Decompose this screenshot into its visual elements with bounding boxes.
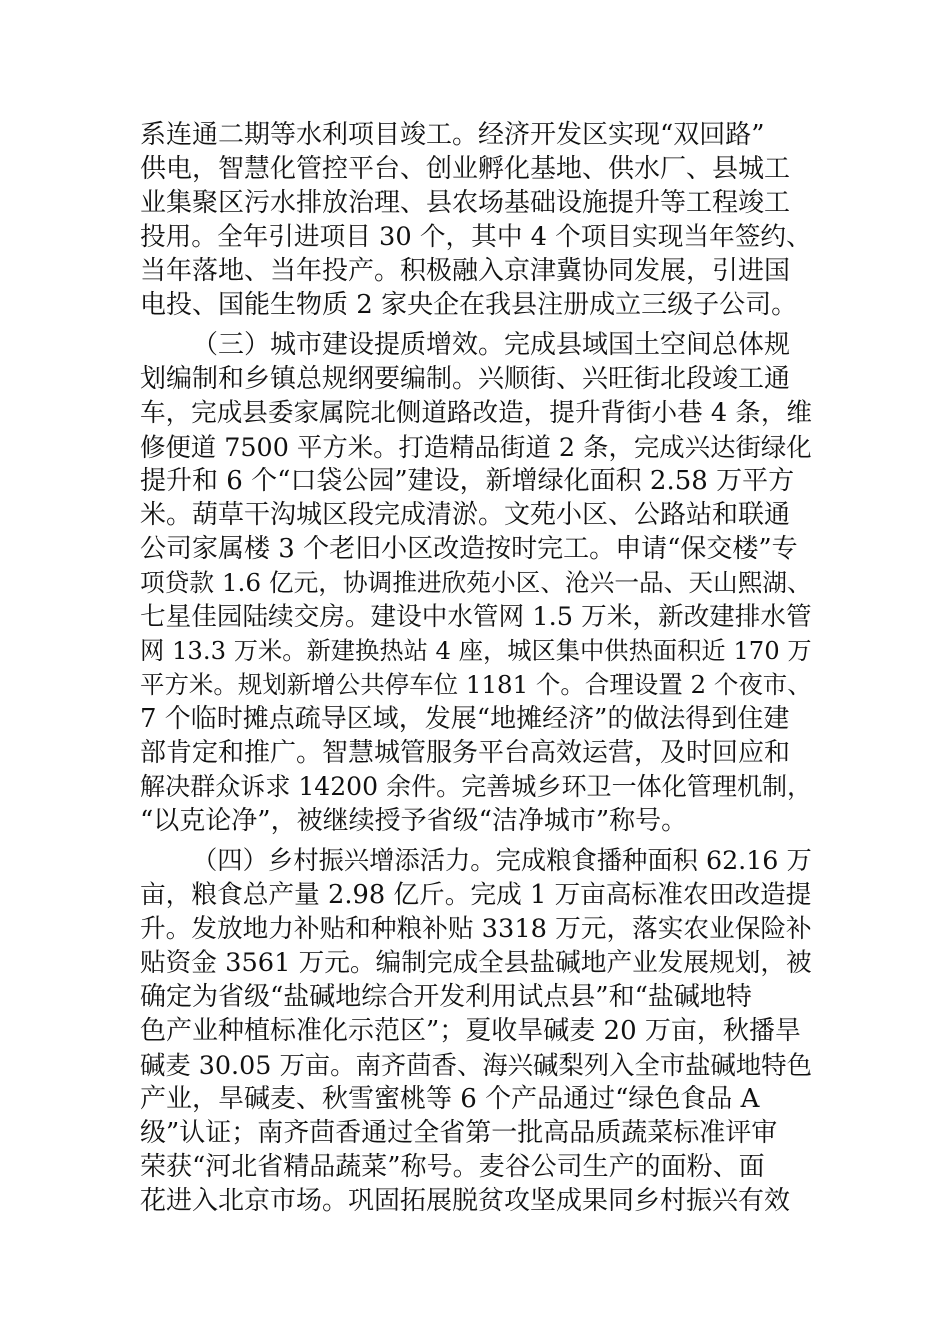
text-line: “以克论净”，被继续授予省级“洁净城市”称号。 — [140, 806, 688, 836]
text-line: 提升和 6 个“口袋公园”建设，新增绿化面积 2.58 万平方 — [140, 466, 795, 496]
text-line: 碱麦 30.05 万亩。南齐茴香、海兴碱梨列入全市盐碱地特色 — [140, 1050, 812, 1080]
text-line: 电投、国能生物质 2 家央企在我县注册成立三级子公司。 — [140, 290, 798, 320]
text-line: 车，完成县委家属院北侧道路改造，提升背街小巷 4 条，维 — [140, 398, 812, 428]
text-line: 解决群众诉求 14200 余件。完善城乡环卫一体化管理机制， — [140, 772, 813, 801]
text-line: 色产业种植标准化示范区”；夏收旱碱麦 20 万亩，秋播旱 — [140, 1016, 801, 1046]
text-line: 当年落地、当年投产。积极融入京津冀协同发展，引进国 — [140, 256, 791, 286]
text-line: 亩，粮食总产量 2.98 亿斤。完成 1 万亩高标准农田改造提 — [140, 880, 812, 910]
section-heading-line: （三）城市建设提质增效。完成县域国土空间总体规 — [192, 330, 791, 360]
text-line: 荣获“河北省精品蔬菜”称号。麦谷公司生产的面粉、面 — [140, 1152, 765, 1182]
text-line: 网 13.3 万米。新建换热站 4 座，城区集中供热面积近 170 万 — [140, 636, 812, 665]
text-line: 确定为省级“盐碱地综合开发利用试点县”和“盐碱地特 — [140, 982, 752, 1012]
text-line: 公司家属楼 3 个老旧小区改造按时完工。申请“保交楼”专 — [140, 534, 798, 564]
text-line: 七星佳园陆续交房。建设中水管网 1.5 万米，新改建排水管 — [140, 602, 812, 632]
section-heading-line: （四）乡村振兴增添活力。完成粮食播种面积 62.16 万 — [192, 846, 812, 875]
text-line: 修便道 7500 平方米。打造精品街道 2 条，完成兴达街绿化 — [140, 432, 812, 462]
text-line: 7 个临时摊点疏导区域，发展“地摊经济”的做法得到住建 — [140, 704, 790, 734]
text-line: 供电，智慧化管控平台、创业孵化基地、供水厂、县城工 — [140, 154, 791, 184]
text-line: 系连通二期等水利项目竣工。经济开发区实现“双回路” — [140, 120, 765, 150]
text-line: 花进入北京市场。巩固拓展脱贫攻坚成果同乡村振兴有效 — [140, 1186, 791, 1216]
text-line: 业集聚区污水排放治理、县农场基础设施提升等工程竣工 — [140, 188, 791, 218]
text-line: 产业，旱碱麦、秋雪蜜桃等 6 个产品通过“绿色食品 A — [140, 1084, 760, 1114]
text-line: 部肯定和推广。智慧城管服务平台高效运营，及时回应和 — [140, 738, 791, 768]
text-line: 平方米。规划新增公共停车位 1181 个。合理设置 2 个夜市、 — [140, 670, 812, 699]
text-line: 贴资金 3561 万元。编制完成全县盐碱地产业发展规划，被 — [140, 948, 812, 978]
text-line: 级”认证；南齐茴香通过全省第一批高品质蔬菜标准评审 — [140, 1118, 778, 1148]
text-line: 投用。全年引进项目 30 个，其中 4 个项目实现当年签约、 — [140, 222, 812, 252]
text-line: 项贷款 1.6 亿元，协调推进欣苑小区、沧兴一品、天山熙湖、 — [140, 568, 812, 597]
text-line: 米。葫草干沟城区段完成清淤。文苑小区、公路站和联通 — [140, 500, 791, 530]
text-line: 划编制和乡镇总规纲要编制。兴顺街、兴旺街北段竣工通 — [140, 364, 791, 394]
text-line: 升。发放地力补贴和种粮补贴 3318 万元，落实农业保险补 — [140, 914, 812, 944]
